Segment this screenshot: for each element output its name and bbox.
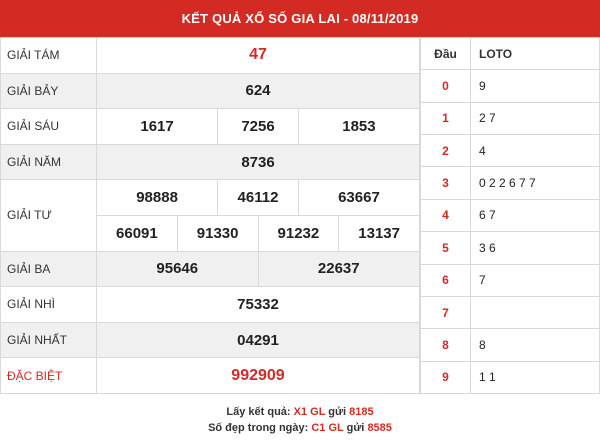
prize-row-sau	[1, 109, 420, 145]
sms-code: X1 GL	[293, 405, 326, 418]
sms-line-lucky	[208, 422, 392, 434]
loto-dau: 1	[421, 102, 471, 134]
loto-row	[421, 296, 600, 328]
loto-dau: 9	[421, 361, 471, 393]
prize-label: GIẢI TÁM	[1, 38, 97, 74]
special-prize-number: 992909	[97, 358, 420, 394]
prize-number: 91232	[258, 215, 339, 251]
loto-values: 9	[471, 70, 600, 102]
prize-number: 47	[97, 38, 420, 74]
prize-number: 1853	[298, 109, 419, 145]
loto-dau: 8	[421, 329, 471, 361]
loto-values: 6 7	[471, 199, 600, 231]
prize-number: 7256	[218, 109, 299, 145]
loto-row	[421, 329, 600, 361]
loto-dau: 4	[421, 199, 471, 231]
prize-row-nhi	[1, 287, 420, 323]
loto-dau: 2	[421, 135, 471, 167]
prize-label: GIẢI SÁU	[1, 109, 97, 145]
prize-number: 624	[97, 73, 420, 109]
results-body	[0, 37, 600, 393]
prize-row-db	[1, 358, 420, 394]
loto-dau: 5	[421, 232, 471, 264]
prize-number: 1617	[97, 109, 218, 145]
loto-dau: 6	[421, 264, 471, 296]
prize-number: 22637	[258, 251, 420, 287]
prize-label: GIẢI NĂM	[1, 144, 97, 180]
loto-row	[421, 135, 600, 167]
loto-values: 2 7	[471, 102, 600, 134]
loto-table	[420, 37, 600, 394]
loto-row	[421, 102, 600, 134]
prize-label: ĐẶC BIỆT	[1, 358, 97, 394]
prize-label: GIẢI BA	[1, 251, 97, 287]
loto-dau: 7	[421, 296, 471, 328]
prize-row-tam	[1, 38, 420, 74]
prize-number: 63667	[298, 180, 419, 216]
sms-number: 8185	[349, 405, 374, 418]
loto-head-dau: Đầu	[421, 38, 471, 70]
prize-number: 04291	[97, 322, 420, 358]
prize-row-nhat	[1, 322, 420, 358]
prize-table	[0, 37, 420, 394]
sms-line-results	[226, 406, 373, 418]
loto-dau: 0	[421, 70, 471, 102]
prize-row-bay	[1, 73, 420, 109]
sms-prefix: Số đẹp trong ngày:	[208, 421, 309, 434]
sms-mid: gửi	[346, 421, 365, 434]
loto-values: 1 1	[471, 361, 600, 393]
sms-mid: gửi	[328, 405, 347, 418]
loto-row	[421, 264, 600, 296]
prize-number: 95646	[97, 251, 259, 287]
loto-values	[471, 296, 600, 328]
prize-label: GIẢI NHẤT	[1, 322, 97, 358]
prize-number: 91330	[177, 215, 258, 251]
prize-number: 66091	[97, 215, 178, 251]
prize-row-nam	[1, 144, 420, 180]
prize-row-ba	[1, 251, 420, 287]
loto-values: 7	[471, 264, 600, 296]
loto-dau: 3	[421, 167, 471, 199]
loto-row	[421, 361, 600, 393]
sms-prefix: Lấy kết quả:	[226, 405, 291, 418]
loto-row	[421, 232, 600, 264]
prize-number: 75332	[97, 287, 420, 323]
loto-values: 0 2 2 6 7 7	[471, 167, 600, 199]
loto-row	[421, 199, 600, 231]
loto-values: 4	[471, 135, 600, 167]
prize-row-tu-1	[1, 180, 420, 216]
prize-label: GIẢI BẢY	[1, 73, 97, 109]
sms-code: C1 GL	[311, 421, 344, 434]
loto-values: 3 6	[471, 232, 600, 264]
prize-number: 13137	[339, 215, 420, 251]
prize-number: 46112	[218, 180, 299, 216]
prize-number: 8736	[97, 144, 420, 180]
loto-values: 8	[471, 329, 600, 361]
prize-number: 98888	[97, 180, 218, 216]
sms-footer	[0, 393, 600, 445]
page-title: KẾT QUẢ XỔ SỐ GIA LAI - 08/11/2019	[0, 0, 600, 37]
loto-header-row	[421, 38, 600, 70]
sms-number: 8585	[367, 421, 392, 434]
prize-label: GIẢI NHÌ	[1, 287, 97, 323]
loto-row	[421, 167, 600, 199]
loto-head-loto: LOTO	[471, 38, 600, 70]
loto-row	[421, 70, 600, 102]
prize-label: GIẢI TƯ	[1, 180, 97, 251]
